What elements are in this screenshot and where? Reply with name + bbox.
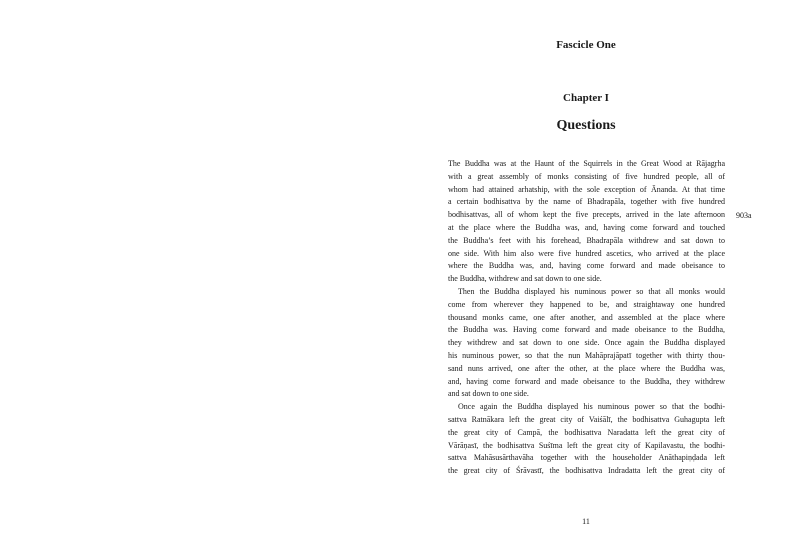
text-line: sattva Mahāsusārthavāha together with the householder Anāthapiṇḍada left [448, 453, 725, 463]
text-line: a certain bodhisattva by the name of Bhadrapāla, together with five hundred [448, 197, 725, 207]
text-line: whom had attained arhatship, with the sole exception of Ānanda. At that time [448, 184, 725, 194]
text-line: with a great assembly of monks consisting of five hundred people, all of [448, 171, 725, 181]
page-number: 11 [582, 517, 590, 526]
chapter-title: Questions [556, 118, 616, 133]
text-line: they withdrew and sat down to one side. Once again the Buddha displayed [448, 338, 725, 348]
text-line: come from wherever they happened to be, and straightaway one hundred [448, 299, 725, 309]
text-line: and, having come forward and made obeisance to the Buddha, they withdrew [448, 376, 725, 386]
text-line: sattva Ratnākara left the great city of Vaiśālī, the bodhisattva Guhagupta left [448, 414, 725, 424]
fascicle-header: Fascicle One [556, 39, 616, 51]
text-line: and sat down to one side. [448, 389, 529, 399]
text-line: The Buddha was at the Haunt of the Squirrels in the Great Wood at Rājagṛha [448, 159, 725, 168]
text-line: Vārāṇasī, the bodhisattva Suśīma left the great city of Kapilavastu, the bodhi- [448, 440, 725, 450]
margin-reference: 903a [736, 211, 752, 220]
text-line: where the Buddha was, and, having come forward and made obeisance to [448, 261, 725, 271]
text-line: the Buddha was. Having come forward and made obeisance to the Buddha, [448, 325, 725, 335]
text-line: the Buddha’s feet with his forehead, Bhadrapāla withdrew and sat down to [448, 235, 725, 245]
text-line: Then the Buddha displayed his numinous power so that all monks would [458, 286, 725, 296]
text-line: the great city of Śrāvastī, the bodhisattva Indradatta left the great city of [448, 466, 725, 476]
text-line: at the place where the Buddha was, and, having come forward and touched [448, 222, 725, 232]
text-line: the great city of Campā, the bodhisattva Naradatta left the great city of [448, 427, 725, 437]
text-line: Once again the Buddha displayed his numinous power so that the bodhi- [458, 402, 725, 412]
text-line: the Buddha, withdrew and sat down to one side. [448, 274, 602, 284]
chapter-label: Chapter I [563, 92, 609, 104]
text-line: one side. With him also were five hundred ascetics, who arrived at the place [448, 248, 725, 258]
text-line: thousand monks came, one after another, and assembled at the place where [448, 312, 725, 322]
body-text [448, 158, 725, 478]
text-line: his numinous power, so that the nun Mahāprajāpatī together with thirty thou- [448, 350, 725, 360]
text-line: sand nuns arrived, one after the other, at the place where the Buddha was, [448, 363, 725, 373]
text-line: bodhisattvas, all of whom kept the five precepts, arrived in the late afternoon [448, 210, 725, 220]
